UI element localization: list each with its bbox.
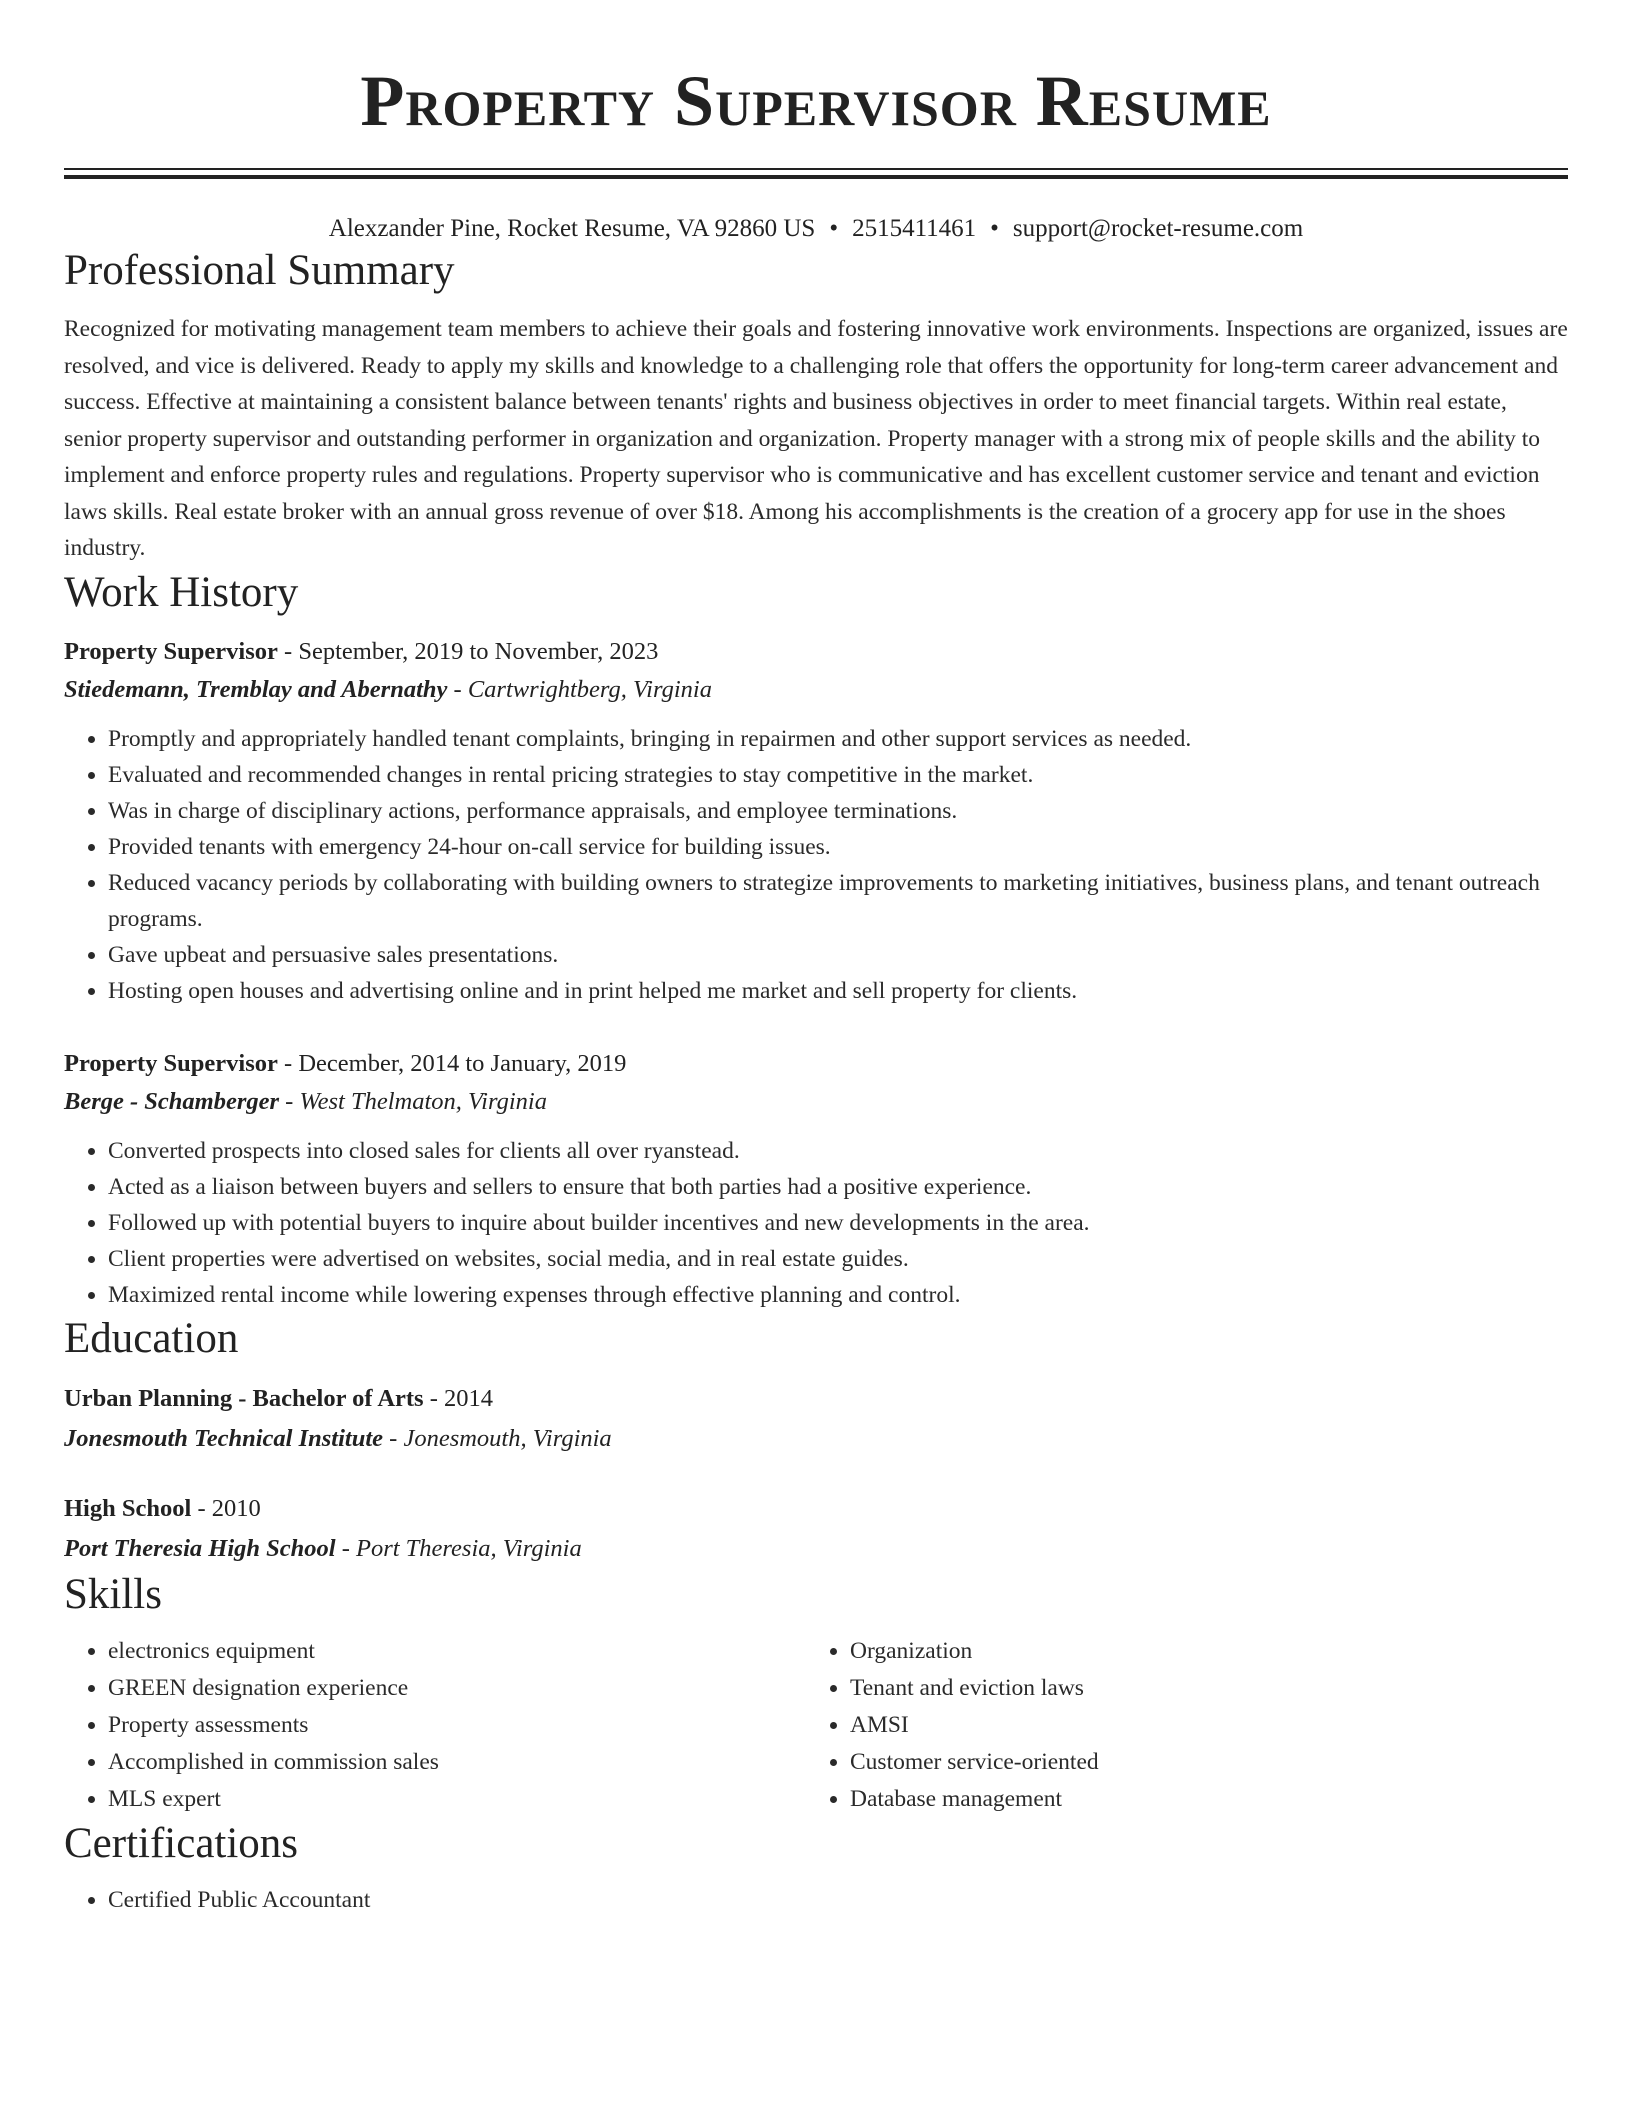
job-company-line (64, 1083, 1568, 1121)
job-bullet: • Was in charge of disciplinary actions, performance appraisals, and employee terminations. (108, 793, 1568, 829)
job-bullet: • Provided tenants with emergency 24-hour on-call service for building issues. (108, 829, 1568, 865)
skill-item: • Database management (850, 1781, 1568, 1818)
contact-address: Alexzander Pine, Rocket Resume, VA 92860 US (328, 215, 816, 242)
job-dates: September, 2019 to November, 2023 (298, 637, 659, 665)
title-divider (64, 168, 1568, 179)
job-dash: - (284, 1049, 293, 1077)
job-dates: December, 2014 to January, 2019 (298, 1049, 627, 1077)
certification-item: • Certified Public Accountant (108, 1882, 1568, 1918)
job-location: Cartwrightberg, Virginia (467, 675, 712, 703)
summary-text: Recognized for motivating management team members to achieve their goals and fostering innovative work environments. Inspections are organized, issues are resolved, and vice is delivered. Ready to apply my skills and knowledge to a challenging role that offers the opportunity for long-term career advancement and success. Effective at maintaining a consistent balance between tenants' rights and business objectives in order to meet financial targets. Within real estate, senior property supervisor and outstanding performer in organization and organization. Property manager with a strong mix of people skills and the ability to implement and enforce property rules and regulations. Property supervisor who is communicative and has excellent customer service and tenant and eviction laws skills. Real estate broker with an annual gross revenue of over $18. Among his accomplishments is the creation of a grocery app for use in the shoes industry. (64, 316, 1568, 561)
job-title-line (64, 1045, 1568, 1083)
summary-heading: Professional Summary (64, 247, 455, 294)
job-dash: - (453, 675, 462, 703)
job-entry (64, 1045, 1568, 1313)
resume-title: Property Supervisor Resume (360, 61, 1272, 141)
certifications-list (64, 1882, 1568, 1918)
education-degree: High School (64, 1494, 192, 1522)
job-dash: - (284, 637, 293, 665)
education-school-line (64, 1419, 1568, 1459)
education-school-line (64, 1529, 1568, 1569)
skill-item: • Customer service-oriented (850, 1744, 1568, 1781)
education-school: Jonesmouth Technical Institute (64, 1424, 384, 1452)
job-location: West Thelmaton, Virginia (299, 1087, 547, 1115)
education-year: 2014 (444, 1384, 494, 1412)
certifications-heading: Certifications (64, 1819, 299, 1867)
job-company: Stiedemann, Tremblay and Abernathy (64, 675, 448, 703)
job-bullet-list (64, 1133, 1568, 1313)
job-title-line (64, 633, 1568, 671)
education-dash: - (341, 1534, 350, 1562)
job-bullet: • Maximized rental income while lowering expenses through effective planning and control. (108, 1277, 1568, 1313)
job-bullet: • Converted prospects into closed sales for clients all over ryanstead. (108, 1133, 1568, 1169)
job-bullet: • Gave upbeat and persuasive sales presentations. (108, 937, 1568, 973)
education-degree-line (64, 1489, 1568, 1529)
education-school: Port Theresia High School (64, 1534, 336, 1562)
contact-separator: • (990, 215, 999, 242)
education-location: Port Theresia, Virginia (356, 1534, 582, 1562)
job-bullet: • Acted as a liaison between buyers and sellers to ensure that both parties had a positive experience. (108, 1169, 1568, 1205)
education-entry (64, 1489, 1568, 1569)
job-bullet: • Promptly and appropriately handled tenant complaints, bringing in repairmen and other support services as needed. (108, 721, 1568, 757)
job-bullet: • Hosting open houses and advertising online and in print helped me market and sell property for clients. (108, 973, 1568, 1009)
skill-item: • Tenant and eviction laws (850, 1670, 1568, 1707)
skill-item: • AMSI (850, 1707, 1568, 1744)
education-location: Jonesmouth, Virginia (403, 1424, 612, 1452)
skill-item: • MLS expert (108, 1781, 806, 1818)
job-company: Berge - Schamberger (64, 1087, 280, 1115)
work-history-heading: Work History (64, 568, 299, 616)
education-dash: - (197, 1494, 206, 1522)
job-title: Property Supervisor (64, 637, 278, 665)
job-bullet: • Evaluated and recommended changes in rental pricing strategies to stay competitive in the market. (108, 757, 1568, 793)
job-bullet: • Client properties were advertised on websites, social media, and in real estate guides. (108, 1241, 1568, 1277)
education-dash: - (429, 1384, 438, 1412)
education-year: 2010 (211, 1494, 261, 1522)
job-bullet-list (64, 721, 1568, 1009)
education-dash: - (389, 1424, 398, 1452)
contact-line (64, 213, 1568, 245)
skill-item: • Property assessments (108, 1707, 806, 1744)
education-entry (64, 1379, 1568, 1459)
contact-phone: 2515411461 (852, 215, 977, 242)
job-company-line (64, 671, 1568, 709)
job-entry (64, 633, 1568, 1009)
skill-item: • Organization (850, 1633, 1568, 1670)
education-degree: Urban Planning - Bachelor of Arts (64, 1384, 424, 1412)
skills-heading: Skills (64, 1570, 162, 1618)
job-title: Property Supervisor (64, 1049, 278, 1077)
skills-grid (64, 1633, 1568, 1818)
job-bullet: • Followed up with potential buyers to inquire about builder incentives and new developments in the area. (108, 1205, 1568, 1241)
job-bullet: • Reduced vacancy periods by collaborating with building owners to strategize improvements to marketing initiatives, business plans, and tenant outreach programs. (108, 865, 1568, 937)
job-dash: - (285, 1087, 294, 1115)
contact-separator: • (829, 215, 839, 242)
skill-item: • electronics equipment (108, 1633, 806, 1670)
skills-list-right (806, 1633, 1568, 1818)
skill-item: • Accomplished in commission sales (108, 1744, 806, 1781)
skill-item: • GREEN designation experience (108, 1670, 806, 1707)
education-degree-line (64, 1379, 1568, 1419)
skills-list-left (64, 1633, 806, 1818)
contact-email: support@rocket-resume.com (1012, 215, 1304, 242)
education-heading: Education (64, 1314, 239, 1362)
